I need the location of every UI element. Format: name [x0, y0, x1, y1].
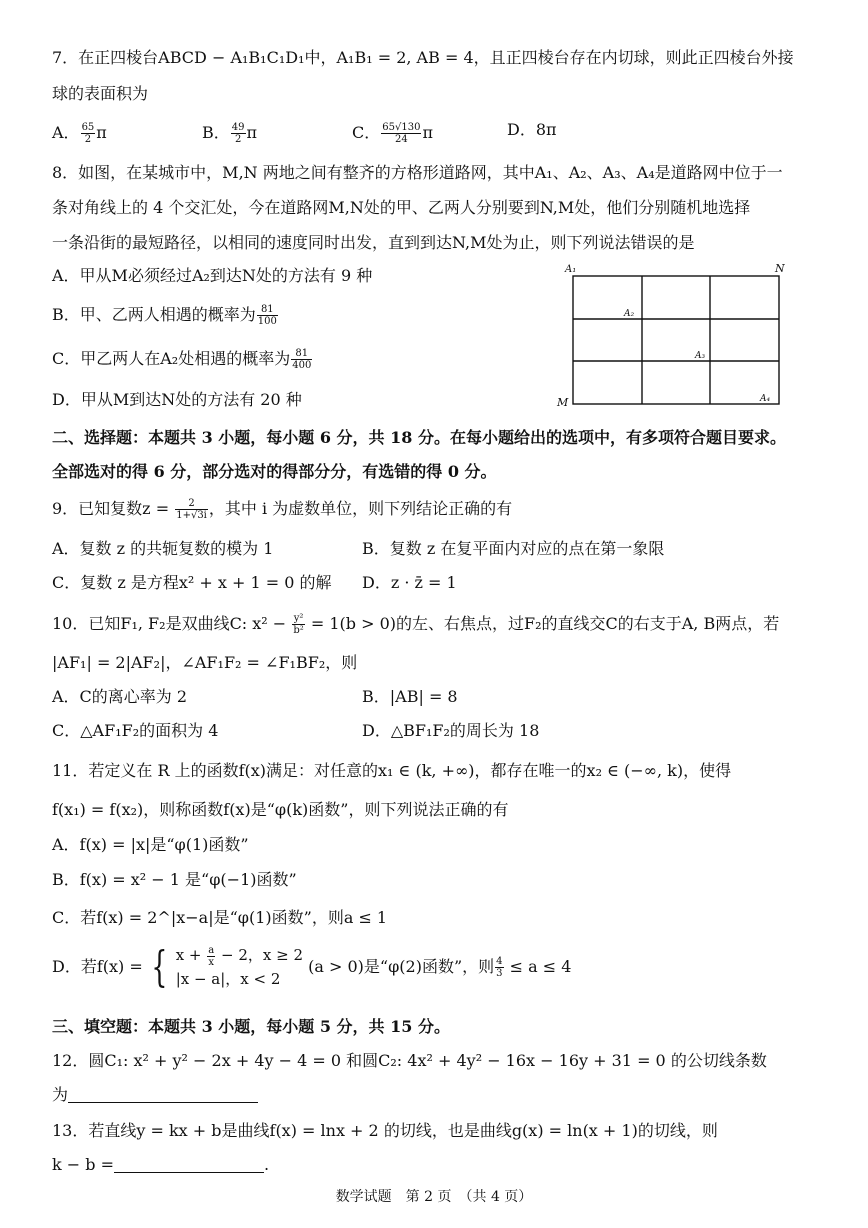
q7-line-2: 球的表面积为 — [52, 84, 149, 103]
q7-option-c: C． $\frac{65√130}{24}$ π — [352, 122, 433, 145]
q13-line-2: k − b = . — [52, 1155, 270, 1174]
q11-option-b: B．f(x) = x² − 1 是“φ(−1)函数” — [52, 870, 297, 889]
section-2-note: 全部选对的得 6 分，部分选对的得部分分，有选错的得 0 分。 — [52, 462, 497, 481]
section-3-heading: 三、填空题：本题共 3 小题，每小题 5 分，共 15 分。 — [52, 1017, 450, 1036]
q11-line-1: 11．若定义在 R 上的函数f(x)满足：对任意的x₁ ∈ (k, +∞)，都存在唯一的x₂ ∈ (−∞, k)，使得 — [52, 761, 732, 780]
q10-option-d: D．△BF₁F₂的周长为 18 — [362, 721, 540, 740]
q10-option-c: C．△AF₁F₂的面积为 4 — [52, 721, 219, 740]
q7-options — [52, 120, 557, 145]
q7-option-a: A． $\frac{65}{2}$ π — [52, 122, 107, 145]
section-2-heading: 二、选择题：本题共 3 小题，每小题 6 分，共 18 分。在每小题给出的选项中，有多项符合题目要求。 — [52, 428, 786, 447]
q11-option-d: D．若f(x) = { x + $\frac{a}{x}$ − 2，x ≥ 2 |x − a|，x < 2 (a > 0)是“φ(2)函数”，则 $\frac{4}{3}$ ≤ a ≤ 4 — [52, 942, 572, 991]
q12-line-1: 12．圆C₁: x² + y² − 2x + 4y − 4 = 0 和圆C₂: 4x² + 4y² − 16x − 16y + 31 = 0 的公切线条数 — [52, 1051, 767, 1070]
q12-line-2: 为 — [52, 1087, 258, 1103]
q8-option-c: C．甲乙两人在A₂处相遇的概率为 $\frac{81}{400}$ — [52, 348, 312, 371]
q9-option-c: C．复数 z 是方程x² + x + 1 = 0 的解 — [52, 573, 332, 592]
q13-answer-blank — [114, 1171, 264, 1173]
q11-option-a: A．f(x) = |x|是“φ(1)函数” — [52, 835, 249, 854]
q9-option-a: A．复数 z 的共轭复数的模为 1 — [52, 539, 274, 558]
q8-option-d: D．甲从M到达N处的方法有 20 种 — [52, 390, 302, 409]
page-footer: 数学试题 第 2 页 （共 4 页） — [335, 1189, 533, 1205]
q7-option-b: B． $\frac{49}{2}$ π — [202, 122, 258, 145]
q8-option-a: A．甲从M必须经过A₂到达N处的方法有 9 种 — [52, 266, 373, 285]
q7-option-d: D．8π — [507, 120, 557, 139]
grid-lines — [573, 276, 779, 404]
q11-line-2: f(x₁) = f(x₂)，则称函数f(x)是“φ(k)函数”，则下列说法正确的有 — [52, 800, 509, 819]
q10-line-1: 10．已知F₁, F₂是双曲线C: x² − $\frac{\text{y²}}{\text{b²}}$ = 1(b > 0)的左、右焦点，过F₂的直线交C的右支于A, B两点，若 — [52, 613, 780, 636]
q7-line-1: 7．在正四棱台ABCD − A₁B₁C₁D₁中，A₁B₁ = 2, AB = 4，且正四棱台存在内切球，则此正四棱台外接 — [52, 48, 794, 67]
label-a1: A₁ — [565, 264, 577, 275]
piecewise-cases: x + $\frac{a}{x}$ − 2，x ≥ 2 |x − a|，x < 2 — [175, 944, 304, 988]
q11-option-c: C．若f(x) = 2^|x−a|是“φ(1)函数”，则a ≤ 1 — [52, 908, 388, 927]
q12-answer-blank — [68, 1101, 258, 1103]
q8-option-b: B．甲、乙两人相遇的概率为 $\frac{81}{100}$ — [52, 304, 277, 327]
q9-stem: 9．已知复数z = $\frac{2}{1+√3i}$ ，其中 i 为虚数单位，则下列结论正确的有 — [52, 498, 513, 521]
q9-option-d: D．z · z̄ = 1 — [362, 573, 457, 592]
label-n: N — [775, 262, 785, 275]
q8-line-1: 8．如图，在某城市中，M,N 两地之间有整齐的方格形道路网，其中A₁、A₂、A₃、A₄是道路网中位于一 — [52, 163, 783, 182]
q9-option-b: B．复数 z 在复平面内对应的点在第一象限 — [362, 539, 665, 558]
label-a3: A₃ — [695, 351, 706, 361]
q10-line-2: |AF₁| = 2|AF₂|，∠AF₁F₂ = ∠F₁BF₂，则 — [52, 653, 358, 672]
label-a2: A₂ — [624, 309, 635, 319]
label-a4: A₄ — [760, 394, 771, 404]
q8-line-3: 一条沿街的最短路径，以相同的速度同时出发，直到到达N,M处为止，则下列说法错误的是 — [52, 233, 695, 252]
road-grid-figure — [555, 262, 795, 410]
q13-line-1: 13．若直线y = kx + b是曲线f(x) = lnx + 2 的切线，也是曲线g(x) = ln(x + 1)的切线，则 — [52, 1121, 718, 1140]
q10-option-b: B．|AB| = 8 — [362, 687, 458, 706]
piecewise-brace: { — [151, 942, 168, 991]
q10-option-a: A．C的离心率为 2 — [52, 687, 188, 706]
q8-line-2: 条对角线上的 4 个交汇处，今在道路网M,N处的甲、乙两人分别要到N,M处，他们分别随机地选择 — [52, 198, 751, 217]
label-m: M — [557, 396, 569, 409]
